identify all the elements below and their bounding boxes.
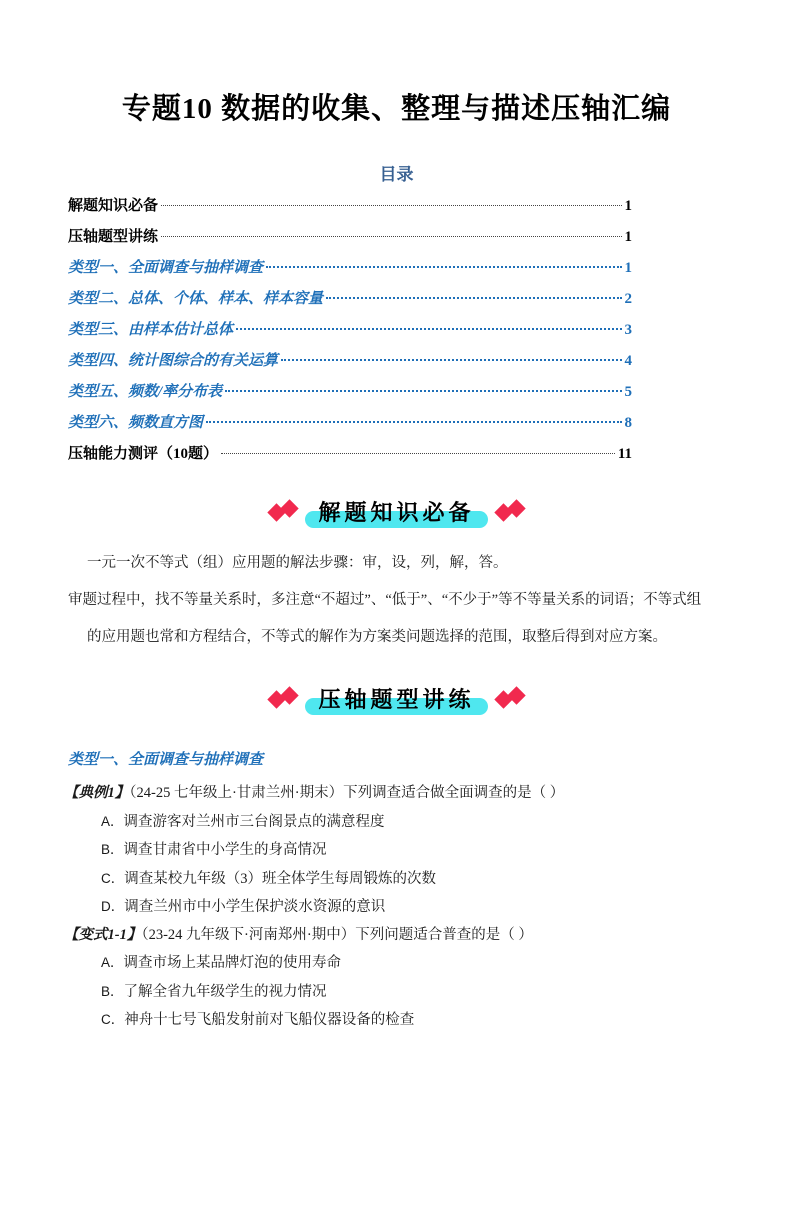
question-tag: 【变式1-1】: [64, 926, 142, 943]
question-source: （23-24 九年级下·河南郑州·期中）: [141, 926, 356, 943]
toc-page-number: 1: [624, 260, 632, 276]
option-text: 调查游客对兰州市三台阁景点的满意程度: [123, 813, 385, 830]
toc-page-number: 11: [617, 446, 632, 462]
toc-page-number: 4: [624, 353, 632, 369]
toc-entry-label: 类型六、频数直方图: [68, 415, 204, 431]
question-header: [64, 922, 743, 950]
toc-entry-label: 类型一、全面调查与抽样调查: [68, 260, 264, 276]
diamond-group: [270, 691, 296, 709]
question-block: [64, 780, 743, 1035]
option-row: [64, 893, 743, 922]
toc-entry[interactable]: [68, 411, 632, 442]
option-row: [64, 808, 743, 837]
option-row: [64, 978, 743, 1007]
option-row: [64, 836, 743, 865]
toc-entry-label: 解题知识必备: [68, 198, 159, 214]
section-header-training: [0, 680, 793, 720]
toc-entry[interactable]: [68, 349, 632, 380]
document-page: [0, 88, 793, 1210]
diamond-icon: [281, 499, 299, 517]
option-letter: C．: [101, 870, 125, 886]
page-title: 专题10 数据的收集、整理与描述压轴汇编: [121, 93, 672, 125]
option-text: 调查某校九年级（3）班全体学生每周锻炼的次数: [124, 870, 436, 887]
toc-entry-label: 类型五、频数/率分布表: [68, 384, 223, 400]
toc-dot-leader: [236, 328, 621, 330]
option-letter: D．: [101, 899, 125, 914]
section-header-knowledge: [0, 493, 793, 533]
option-letter: B．: [101, 983, 124, 999]
question-tag: 【典例1】: [64, 785, 130, 801]
option-letter: B．: [101, 842, 124, 857]
toc-entry[interactable]: [68, 442, 632, 473]
toc-entry-label: 压轴能力测评（10题）: [68, 446, 219, 462]
option-text: 调查兰州市中小学生保护淡水资源的意识: [124, 899, 386, 915]
question-stem: 下列问题适合普查的是（ ）: [355, 926, 533, 943]
toc-dot-leader: [161, 205, 621, 206]
table-of-contents: [68, 194, 632, 473]
question-stem: 下列调查适合做全面调查的是（ ）: [343, 785, 565, 801]
option-letter: A．: [101, 813, 124, 829]
toc-page-number: 2: [624, 291, 632, 307]
toc-entry[interactable]: [68, 287, 632, 318]
option-row: [64, 949, 743, 978]
toc-heading: 目录: [379, 165, 414, 184]
question-header: [64, 780, 743, 808]
knowledge-line: 一元一次不等式（组）应用题的解法步骤：审，设，列，解，答。: [87, 555, 508, 571]
toc-dot-leader: [221, 453, 615, 454]
toc-dot-leader: [206, 421, 621, 423]
option-text: 调查甘肃省中小学生的身高情况: [123, 842, 327, 858]
toc-entry-label: 类型四、统计图综合的有关运算: [68, 353, 279, 369]
diamond-group: [497, 504, 523, 522]
knowledge-line: 的应用题也常和方程结合，不等式的解作为方案类问题选择的范围，取整后得到对应方案。: [87, 629, 667, 645]
toc-entry-label: 类型二、总体、个体、样本、样本容量: [68, 291, 324, 307]
toc-dot-leader: [326, 297, 621, 299]
diamond-group: [497, 691, 523, 709]
toc-dot-leader: [225, 390, 621, 392]
toc-entry-label: 压轴题型讲练: [68, 229, 159, 245]
toc-page-number: 1: [624, 198, 632, 214]
section-header-label: 压轴题型讲练: [305, 683, 487, 717]
toc-entry-label: 类型三、由样本估计总体: [68, 322, 234, 338]
toc-page-number: 1: [624, 229, 632, 245]
toc-dot-leader: [266, 266, 621, 268]
toc-dot-leader: [281, 359, 621, 361]
section-header-label: 解题知识必备: [305, 496, 487, 530]
toc-entry[interactable]: [68, 194, 632, 225]
option-row: [64, 1006, 743, 1035]
toc-page-number: 8: [624, 415, 632, 431]
option-text: 神舟十七号飞船发射前对飞船仪器设备的检查: [124, 1012, 415, 1028]
toc-entry[interactable]: [68, 256, 632, 287]
category-heading: 类型一、全面调查与抽样调查: [68, 752, 264, 768]
knowledge-paragraph: [68, 545, 733, 656]
knowledge-line: 审题过程中，找不等量关系时，多注意“不超过”、“低于”、“不少于”等不等量关系的词语；不等式组: [68, 592, 702, 608]
toc-page-number: 5: [624, 384, 632, 400]
diamond-group: [270, 504, 296, 522]
toc-page-number: 3: [624, 322, 632, 338]
diamond-icon: [281, 686, 299, 704]
option-text: 了解全省九年级学生的视力情况: [123, 983, 327, 1000]
option-text: 调查市场上某品牌灯泡的使用寿命: [123, 955, 342, 971]
toc-entry[interactable]: [68, 225, 632, 256]
option-letter: C．: [101, 1012, 125, 1027]
toc-entry[interactable]: [68, 318, 632, 349]
option-letter: A．: [101, 955, 124, 970]
toc-dot-leader: [161, 236, 621, 237]
option-row: [64, 865, 743, 894]
question-source: （24-25 七年级上·甘肃兰州·期末）: [129, 785, 344, 801]
toc-entry[interactable]: [68, 380, 632, 411]
